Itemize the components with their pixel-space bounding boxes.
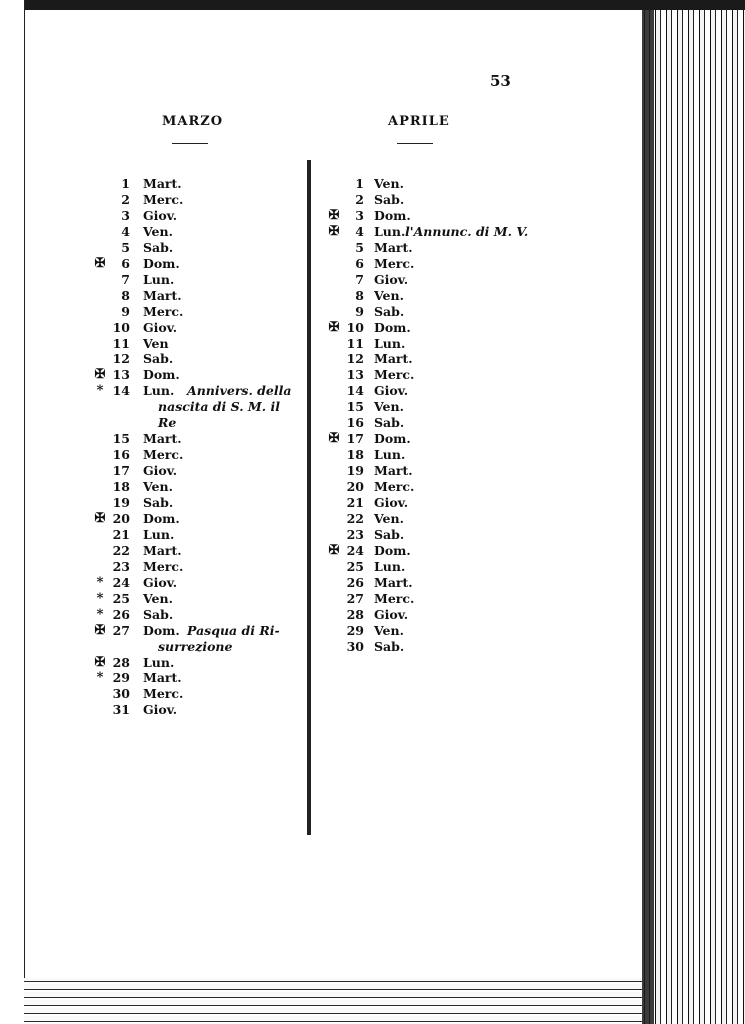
april-title-rule [397,143,433,150]
april-calendar-row [326,447,556,463]
april-calendar-row [326,288,556,304]
march-calendar-row [92,399,302,415]
april-calendar-row [326,176,556,192]
feast-note: Re [158,415,177,431]
april-calendar-row [326,304,556,320]
day-number: 23 [346,526,364,542]
day-number: 19 [346,463,364,479]
day-number: 25 [346,558,364,574]
day-number: 21 [346,495,364,510]
weekday-abbrev: Lun. [143,383,175,399]
weekday-abbrev: Dom. [143,367,180,383]
weekday-abbrev: Merc. [143,303,184,319]
day-number: 11 [346,335,364,351]
weekday-abbrev: Dom. [374,319,411,335]
april-calendar-row [326,511,556,527]
feast-note: Annivers. della [187,383,292,399]
day-number: 19 [112,495,130,510]
march-title-rule [172,143,208,150]
weekday-abbrev: Merc. [374,255,415,271]
weekday-abbrev: Merc. [374,590,415,606]
march-calendar-row [92,575,302,591]
day-number: 24 [346,542,364,558]
cross-marker-icon: ✠ [94,367,106,383]
weekday-abbrev: Dom. [374,431,411,447]
april-calendar-row [326,208,556,224]
weekday-abbrev: Mart. [374,351,413,367]
day-number: 27 [112,622,130,638]
april-calendar-row [326,527,556,543]
day-number: 2 [121,191,130,207]
weekday-abbrev: Lun. [374,335,406,351]
day-number: 24 [112,574,130,590]
day-number: 16 [112,447,130,463]
april-calendar-row [326,256,556,272]
weekday-abbrev: Sab. [374,303,405,319]
day-number: 7 [355,271,364,287]
feast-note: surrezione [158,638,233,654]
weekday-abbrev: Mart. [143,670,182,686]
day-number: 18 [346,447,364,463]
day-number: 9 [355,303,364,319]
april-calendar-row [326,495,556,511]
day-number: 30 [346,638,364,654]
day-number: 11 [112,335,130,351]
day-number: 15 [346,399,364,415]
weekday-abbrev: Sab. [374,191,405,207]
march-calendar-row [92,224,302,240]
weekday-abbrev: Giov. [143,319,178,335]
weekday-abbrev: Lun. [374,223,406,239]
weekday-abbrev: Giov. [143,574,178,590]
march-calendar-row [92,192,302,208]
april-calendar-row [326,607,556,623]
asterisk-marker: * [96,670,104,686]
march-calendar-row [92,463,302,479]
day-number: 29 [346,622,364,638]
weekday-abbrev: Sab. [143,606,174,622]
march-calendar-row [92,383,302,399]
april-calendar-row [326,367,556,383]
weekday-abbrev: Sab. [143,495,174,510]
asterisk-marker: * [96,574,104,590]
march-calendar-row [92,623,302,639]
march-calendar-row [92,288,302,304]
weekday-abbrev: Merc. [143,558,184,574]
march-calendar-row [92,559,302,575]
weekday-abbrev: Lun. [143,271,175,287]
day-number: 7 [121,271,130,287]
weekday-abbrev: Giov. [374,495,409,510]
weekday-abbrev: Lun. [374,558,406,574]
day-number: 14 [346,383,364,399]
day-number: 20 [346,479,364,495]
day-number: 20 [112,510,130,526]
march-calendar-row [92,447,302,463]
book-spine-shadow [642,10,654,1024]
weekday-abbrev: Giov. [143,207,178,223]
weekday-abbrev: Merc. [143,447,184,463]
weekday-abbrev: Lun. [374,447,406,463]
weekday-abbrev: Dom. [374,207,411,223]
asterisk-marker: * [96,590,104,606]
weekday-abbrev: Sab. [143,239,174,255]
weekday-abbrev: Sab. [374,415,405,431]
page-number: 53 [490,72,511,90]
cross-marker-icon: ✠ [328,207,340,223]
march-calendar-row [92,431,302,447]
day-number: 22 [346,510,364,526]
march-calendar-row [92,686,302,702]
weekday-abbrev: Mart. [374,574,413,590]
day-number: 6 [355,255,364,271]
weekday-abbrev: Dom. [374,542,411,558]
cross-marker-icon: ✠ [328,431,340,447]
weekday-abbrev: Merc. [374,367,415,383]
march-calendar-row [92,320,302,336]
weekday-abbrev: Mart. [143,431,182,447]
day-number: 15 [112,431,130,447]
march-calendar-row [92,304,302,320]
day-number: 1 [121,176,130,191]
april-calendar-row [326,351,556,367]
weekday-abbrev: Merc. [143,686,184,702]
day-number: 17 [346,431,364,447]
weekday-abbrev: Ven. [143,223,173,239]
page-top-edge [0,0,745,10]
weekday-abbrev: Sab. [374,526,405,542]
weekday-abbrev: Giov. [143,702,178,718]
cross-marker-icon: ✠ [94,654,106,670]
day-number: 22 [112,542,130,558]
weekday-abbrev: Mart. [143,176,182,191]
asterisk-marker: * [96,606,104,622]
cross-marker-icon: ✠ [94,255,106,271]
march-calendar-row [92,176,302,192]
april-calendar-row [326,383,556,399]
day-number: 29 [112,670,130,686]
weekday-abbrev: Ven [143,335,169,351]
asterisk-marker: * [96,383,104,399]
day-number: 2 [355,191,364,207]
day-number: 3 [121,207,130,223]
day-number: 18 [112,479,130,495]
march-calendar-row [92,607,302,623]
april-calendar-row [326,479,556,495]
page-left-edge [0,0,25,1024]
day-number: 3 [355,207,364,223]
march-calendar-row [92,479,302,495]
feast-note: l'Annunc. di M. V. [405,223,529,239]
weekday-abbrev: Mart. [143,542,182,558]
day-number: 13 [112,367,130,383]
weekday-abbrev: Mart. [143,287,182,303]
day-number: 5 [121,239,130,255]
day-number: 23 [112,558,130,574]
book-bottom-edge [24,978,642,1024]
feast-note: Pasqua di Ri- [187,622,280,638]
weekday-abbrev: Giov. [374,383,409,399]
day-number: 21 [112,526,130,542]
day-number: 31 [112,702,130,718]
day-number: 9 [121,303,130,319]
march-calendar-row [92,336,302,352]
march-calendar-row [92,702,302,718]
day-number: 26 [112,606,130,622]
day-number: 30 [112,686,130,702]
march-calendar-row [92,639,302,655]
weekday-abbrev: Ven. [374,510,404,526]
april-calendar-row [326,320,556,336]
march-calendar-row [92,256,302,272]
weekday-abbrev: Lun. [143,654,175,670]
day-number: 28 [112,654,130,670]
weekday-abbrev: Sab. [374,638,405,654]
march-calendar-row [92,415,302,431]
day-number: 17 [112,463,130,479]
weekday-abbrev: Sab. [143,351,174,367]
march-calendar-row [92,543,302,559]
april-calendar-row [326,463,556,479]
weekday-abbrev: Ven. [143,479,173,495]
april-calendar-row [326,431,556,447]
march-calendar-row [92,240,302,256]
april-calendar-row [326,543,556,559]
day-number: 10 [346,319,364,335]
cross-marker-icon: ✠ [328,542,340,558]
weekday-abbrev: Dom. [143,622,180,638]
month-title-march: MARZO [162,114,224,129]
day-number: 12 [346,351,364,367]
weekday-abbrev: Giov. [374,606,409,622]
day-number: 12 [112,351,130,367]
march-calendar-row [92,272,302,288]
feast-note: nascita di S. M. il [158,399,280,415]
cross-marker-icon: ✠ [94,510,106,526]
day-number: 27 [346,590,364,606]
column-divider [307,160,311,835]
day-number: 4 [355,223,364,239]
day-number: 4 [121,223,130,239]
weekday-abbrev: Lun. [143,526,175,542]
cross-marker-icon: ✠ [328,319,340,335]
april-calendar-row [326,415,556,431]
day-number: 16 [346,415,364,431]
day-number: 6 [121,255,130,271]
april-calendar-row [326,399,556,415]
weekday-abbrev: Dom. [143,510,180,526]
weekday-abbrev: Ven. [374,399,404,415]
april-calendar-row [326,591,556,607]
april-calendar-row [326,224,556,240]
march-calendar-row [92,655,302,671]
weekday-abbrev: Giov. [143,463,178,479]
day-number: 8 [355,287,364,303]
day-number: 8 [121,287,130,303]
weekday-abbrev: Ven. [374,622,404,638]
cross-marker-icon: ✠ [94,622,106,638]
weekday-abbrev: Giov. [374,271,409,287]
march-calendar-row [92,351,302,367]
april-calendar-row [326,192,556,208]
weekday-abbrev: Ven. [374,176,404,191]
march-calendar-row [92,367,302,383]
weekday-abbrev: Ven. [374,287,404,303]
month-title-april: APRILE [388,114,450,129]
april-calendar-row [326,559,556,575]
weekday-abbrev: Ven. [143,590,173,606]
april-calendar-row [326,240,556,256]
march-calendar-row [92,527,302,543]
weekday-abbrev: Merc. [143,191,184,207]
weekday-abbrev: Merc. [374,479,415,495]
day-number: 26 [346,574,364,590]
day-number: 13 [346,367,364,383]
day-number: 14 [112,383,130,399]
cross-marker-icon: ✠ [328,223,340,239]
april-calendar-row [326,575,556,591]
march-calendar-row [92,495,302,511]
march-calendar-row [92,511,302,527]
day-number: 5 [355,239,364,255]
weekday-abbrev: Mart. [374,463,413,479]
weekday-abbrev: Dom. [143,255,180,271]
march-calendar-row [92,591,302,607]
day-number: 28 [346,606,364,622]
day-number: 10 [112,319,130,335]
book-fore-edge [642,10,745,1024]
april-calendar-row [326,336,556,352]
april-calendar-row [326,272,556,288]
day-number: 1 [355,176,364,191]
day-number: 25 [112,590,130,606]
march-calendar-row [92,670,302,686]
april-calendar-row [326,623,556,639]
april-calendar-row [326,639,556,655]
march-calendar-row [92,208,302,224]
weekday-abbrev: Mart. [374,239,413,255]
